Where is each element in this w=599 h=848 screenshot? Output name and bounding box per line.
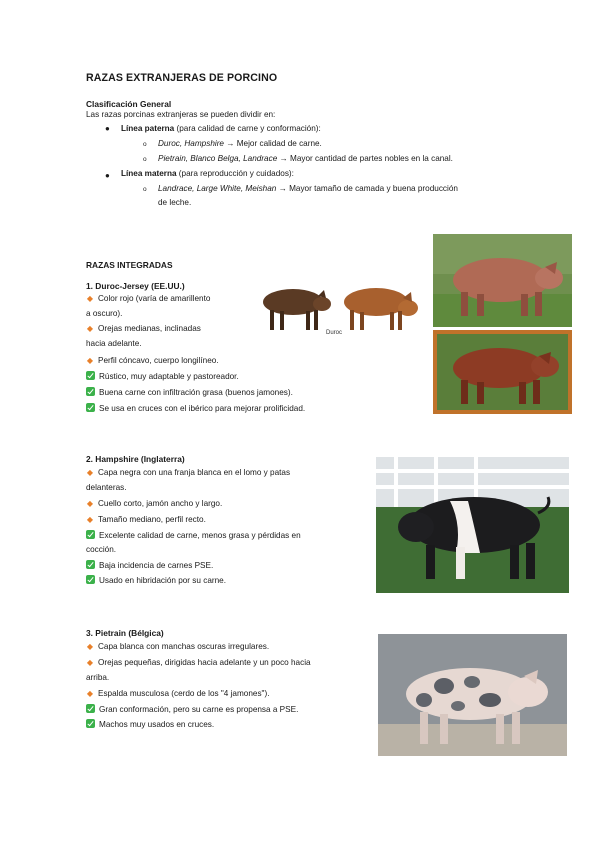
check-icon — [86, 704, 95, 713]
check-icon — [86, 403, 95, 412]
hampshire-line: Baja incidencia de carnes PSE. — [86, 559, 213, 574]
diamond-icon: ◆ — [86, 294, 94, 303]
breed-list: Pietrain, Blanco Belga, Landrace — [158, 154, 278, 163]
hampshire-line: Excelente calidad de carne, menos grasa y pérdidas en — [86, 529, 301, 544]
check-icon — [86, 719, 95, 728]
check-icon — [86, 575, 95, 584]
hampshire-line: delanteras. — [86, 483, 127, 492]
materna-sub-1 — [158, 182, 458, 197]
bullet-circle: o — [143, 156, 147, 163]
duroc-illustration — [248, 278, 426, 342]
materna-label: Línea materna — [121, 169, 177, 178]
materna-desc: (para reproducción y cuidados): — [176, 169, 294, 178]
duroc-line: Buena carne con infiltración grasa (buenos jamones). — [86, 386, 293, 401]
diamond-icon: ◆ — [86, 356, 94, 365]
check-icon — [86, 371, 95, 380]
breed-list: Duroc, Hampshire — [158, 139, 224, 148]
duroc-caption: Duroc — [326, 330, 343, 336]
duroc-line: ◆ Orejas medianas, inclinadas — [86, 322, 201, 337]
diamond-icon: ◆ — [86, 324, 94, 333]
check-icon — [86, 530, 95, 539]
breed-desc: → Mejor calidad de carne. — [223, 139, 322, 148]
pietrain-photo — [378, 634, 567, 756]
duroc-photo-2 — [433, 330, 572, 414]
pietrain-line: ◆ Capa blanca con manchas oscuras irregulares. — [86, 640, 269, 655]
hampshire-line: Usado en hibridación por su carne. — [86, 574, 226, 589]
bullet-dot: ● — [105, 171, 110, 180]
paterna-sub-2 — [158, 152, 453, 167]
pietrain-heading: 3. Pietrain (Bélgica) — [86, 628, 164, 638]
hampshire-line: ◆ Cuello corto, jamón ancho y largo. — [86, 497, 222, 512]
pietrain-line: ◆ Espalda musculosa (cerdo de los "4 jamones"). — [86, 687, 269, 702]
paterna-sub-1 — [158, 137, 322, 152]
diamond-icon: ◆ — [86, 658, 94, 667]
duroc-line: Rústico, muy adaptable y pastoreador. — [86, 370, 239, 385]
materna-item — [121, 167, 294, 182]
duroc-heading: 1. Duroc-Jersey (EE.UU.) — [86, 281, 185, 291]
duroc-line: ◆ Color rojo (varía de amarillento — [86, 292, 210, 307]
duroc-line: hacia adelante. — [86, 339, 142, 348]
check-icon — [86, 387, 95, 396]
paterna-item — [121, 122, 321, 137]
paterna-label: Línea paterna — [121, 124, 175, 133]
duroc-line: ◆ Perfil cóncavo, cuerpo longilíneo. — [86, 354, 219, 369]
pietrain-line: Gran conformación, pero su carne es propensa a PSE. — [86, 703, 298, 718]
check-icon — [86, 560, 95, 569]
hampshire-heading: 2. Hampshire (Inglaterra) — [86, 454, 185, 464]
section-heading-integradas: RAZAS INTEGRADAS — [86, 260, 173, 270]
hampshire-line: ◆ Tamaño mediano, perfil recto. — [86, 513, 206, 528]
diamond-icon: ◆ — [86, 642, 94, 651]
hampshire-line: ◆ Capa negra con una franja blanca en el lomo y patas — [86, 466, 290, 481]
breed-desc: → Mayor cantidad de partes nobles en la canal. — [277, 154, 453, 163]
intro-text: Las razas porcinas extranjeras se pueden dividir en: — [86, 110, 276, 119]
breed-desc: → Mayor tamaño de camada y buena producción — [276, 184, 458, 193]
bullet-circle: o — [143, 186, 147, 193]
pietrain-line: arriba. — [86, 673, 110, 682]
bullet-circle: o — [143, 141, 147, 148]
materna-sub-1-cont: de leche. — [158, 198, 192, 207]
pig-right — [344, 288, 418, 330]
pietrain-line: ◆ Orejas pequeñas, dirigidas hacia adelante y un poco hacia — [86, 656, 311, 671]
pig-left — [263, 289, 331, 330]
pietrain-line: Machos muy usados en cruces. — [86, 718, 214, 733]
hampshire-photo — [376, 457, 569, 593]
duroc-photo-1 — [433, 234, 572, 327]
diamond-icon: ◆ — [86, 499, 94, 508]
breed-list: Landrace, Large White, Meishan — [158, 184, 277, 193]
duroc-line: Se usa en cruces con el ibérico para mejorar prolificidad. — [86, 402, 305, 417]
hampshire-line: cocción. — [86, 545, 117, 554]
diamond-icon: ◆ — [86, 689, 94, 698]
paterna-desc: (para calidad de carne y conformación): — [174, 124, 321, 133]
section-heading-clasificacion: Clasificación General — [86, 99, 172, 109]
bullet-dot: ● — [105, 124, 110, 133]
duroc-line: a oscuro). — [86, 309, 123, 318]
diamond-icon: ◆ — [86, 468, 94, 477]
diamond-icon: ◆ — [86, 515, 94, 524]
page-title: RAZAS EXTRANJERAS DE PORCINO — [86, 72, 278, 84]
